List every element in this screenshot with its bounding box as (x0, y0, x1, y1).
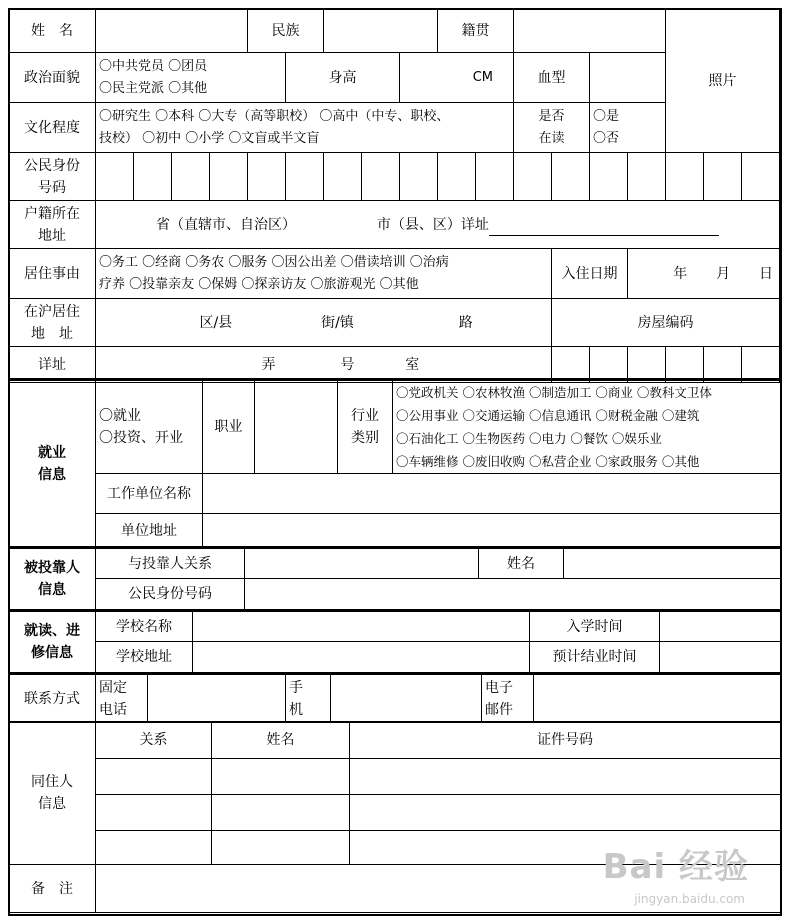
mobile-field[interactable] (331, 674, 482, 723)
street-label: 街/镇 (321, 314, 354, 331)
household-address-field[interactable] (96, 201, 780, 249)
employer-name-label: 工作单位名称 (96, 474, 203, 514)
self-employed-option[interactable]: 〇投资、开业 (99, 430, 183, 446)
remark-label: 备 注 (9, 865, 96, 913)
employment-section-label (9, 380, 96, 548)
watermark-logo: Bai 经验 (602, 847, 749, 887)
native-place-field[interactable] (514, 9, 666, 53)
employer-address-label: 单位地址 (96, 514, 203, 548)
registration-form (8, 8, 780, 914)
dependent-id-label: 公民身份号码 (96, 579, 245, 610)
email-label (482, 674, 534, 723)
study-section-label-line2: 修信息 (31, 645, 73, 661)
education-option-line2[interactable]: 技校） 〇初中 〇小学 〇文盲或半文盲 (99, 130, 320, 146)
industry-label-line2: 类别 (351, 430, 379, 446)
mobile-label (286, 674, 331, 723)
household-label-line1: 户籍所在 (24, 205, 80, 222)
studying-label-line2: 在读 (538, 130, 565, 146)
number-label: 号 (340, 356, 355, 373)
employer-name-field[interactable] (203, 474, 781, 514)
shanghai-address-label-line2: 地 址 (31, 325, 73, 342)
dependent-table (8, 546, 781, 610)
id-digit-box[interactable] (704, 153, 742, 201)
blood-type-field[interactable] (590, 53, 666, 103)
id-digit-box[interactable] (96, 153, 134, 201)
year-label: 年 (673, 265, 688, 282)
detail-address-label: 详址 (9, 347, 96, 383)
employment-section-label-line2: 信息 (38, 467, 66, 483)
residence-reason-options[interactable] (96, 249, 552, 299)
photo-label: 照片 (708, 72, 737, 89)
industry-options[interactable] (393, 380, 781, 474)
graduation-date-field[interactable] (660, 642, 781, 673)
id-digit-box[interactable] (590, 153, 628, 201)
id-digit-box[interactable] (742, 153, 780, 201)
id-number-label-line1: 公民身份 (24, 157, 80, 174)
cohabitant-row (9, 795, 781, 831)
name-field[interactable] (96, 9, 248, 53)
industry-label (338, 380, 393, 474)
industry-option-line[interactable]: 〇车辆维修 〇废旧收购 〇私营企业 〇家政服务 〇其他 (396, 454, 700, 469)
cohabitant-relation-cell[interactable] (96, 795, 212, 831)
education-options[interactable] (96, 103, 514, 153)
id-digit-box[interactable] (248, 153, 286, 201)
email-label-line1: 电子 (485, 679, 513, 696)
id-digit-box[interactable] (438, 153, 476, 201)
shanghai-address-label (9, 299, 96, 347)
photo-area[interactable] (666, 9, 780, 153)
landline-label-line2: 电话 (99, 701, 127, 718)
school-name-field[interactable] (193, 611, 530, 642)
employed-option[interactable]: 〇就业 (99, 408, 141, 424)
id-digit-box[interactable] (666, 153, 704, 201)
household-label (9, 201, 96, 249)
cohabitant-id-cell[interactable] (350, 795, 781, 831)
id-number-label (9, 153, 96, 201)
study-section-label (9, 611, 96, 673)
dependent-name-field[interactable] (564, 548, 781, 579)
employer-address-field[interactable] (203, 514, 781, 548)
landline-label-line1: 固定 (99, 679, 127, 696)
height-unit: CM (400, 53, 514, 103)
occupation-label: 职业 (203, 380, 255, 474)
cohabitant-section-label-line2: 信息 (38, 796, 66, 812)
id-digit-box[interactable] (286, 153, 324, 201)
id-digit-box[interactable] (514, 153, 552, 201)
industry-option-line[interactable]: 〇石油化工 〇生物医药 〇电力 〇餐饮 〇娱乐业 (396, 431, 662, 446)
dependent-section-label-line1: 被投靠人 (24, 560, 80, 576)
dependent-id-field[interactable] (245, 579, 781, 610)
district-label: 区/县 (199, 314, 233, 331)
education-label: 文化程度 (9, 103, 96, 153)
height-label: 身高 (286, 53, 400, 103)
employment-table (8, 378, 781, 548)
col-id-header: 证件号码 (350, 722, 781, 759)
cohabitant-section-label-line1: 同住人 (31, 774, 73, 790)
id-digit-box[interactable] (628, 153, 666, 201)
id-digit-box[interactable] (362, 153, 400, 201)
email-label-line2: 邮件 (485, 701, 513, 718)
household-city-text: 市（县、区）详址 (376, 216, 489, 233)
id-digit-box[interactable] (134, 153, 172, 201)
industry-option-line[interactable]: 〇公用事业 〇交通运输 〇信息通讯 〇财税金融 〇建筑 (396, 408, 700, 423)
graduation-date-label: 预计结业时间 (530, 642, 660, 673)
id-digit-box[interactable] (210, 153, 248, 201)
relation-field[interactable] (245, 548, 479, 579)
mobile-label-line1: 手 (289, 679, 303, 696)
name-label: 姓 名 (9, 9, 96, 53)
id-digit-box[interactable] (552, 153, 590, 201)
cohabitant-name-cell[interactable] (212, 831, 350, 865)
enroll-date-field[interactable] (660, 611, 781, 642)
room-label: 室 (405, 356, 420, 373)
household-province-text: 省（直辖市、自治区） (156, 216, 296, 233)
personal-info-table (8, 8, 780, 383)
school-address-label: 学校地址 (96, 642, 193, 673)
checkin-date-label: 入住日期 (552, 249, 628, 299)
household-detail-line[interactable] (489, 221, 719, 236)
road-label: 路 (458, 314, 473, 331)
school-address-field[interactable] (193, 642, 530, 673)
blood-type-label: 血型 (514, 53, 590, 103)
study-section-label-line1: 就读、进 (24, 623, 80, 639)
cohabitant-relation-cell[interactable] (96, 759, 212, 795)
household-label-line2: 地址 (38, 227, 66, 244)
lane-label: 弄 (261, 356, 276, 373)
occupation-field[interactable] (255, 380, 338, 474)
cohabitant-name-cell[interactable] (212, 795, 350, 831)
id-digit-box[interactable] (400, 153, 438, 201)
studying-label (514, 103, 590, 153)
relation-label: 与投靠人关系 (96, 548, 245, 579)
cohabitant-relation-cell[interactable] (96, 831, 212, 865)
id-digit-box[interactable] (324, 153, 362, 201)
education-option-line1[interactable]: 〇研究生 〇本科 〇大专（高等职校） 〇高中（中专、职校、 (99, 108, 450, 124)
ethnic-field[interactable] (324, 9, 438, 53)
ethnic-label: 民族 (248, 9, 324, 53)
school-name-label: 学校名称 (96, 611, 193, 642)
id-digit-box[interactable] (476, 153, 514, 201)
residence-reason-label: 居住事由 (9, 249, 96, 299)
political-option-line2[interactable]: 〇民主党派 〇其他 (99, 80, 208, 96)
cohabitant-id-cell[interactable] (350, 759, 781, 795)
dependent-name-label: 姓名 (479, 548, 564, 579)
study-table (8, 609, 781, 673)
dependent-section-label-line2: 信息 (38, 582, 66, 598)
checkin-date-field[interactable] (628, 249, 780, 299)
day-label: 日 (759, 265, 774, 282)
political-label: 政治面貌 (9, 53, 96, 103)
shanghai-address-field[interactable] (96, 299, 552, 347)
studying-yes-option[interactable]: 〇是 (593, 108, 620, 124)
cohabitant-name-cell[interactable] (212, 759, 350, 795)
watermark-url: jingyan.baidu.com (634, 892, 745, 906)
employment-status-options[interactable] (96, 380, 203, 474)
col-name-header: 姓名 (212, 722, 350, 759)
studying-label-line1: 是否 (538, 108, 565, 124)
studying-no-option[interactable]: 〇否 (593, 130, 620, 146)
political-options[interactable] (96, 53, 286, 103)
col-relation-header: 关系 (96, 722, 212, 759)
email-field[interactable] (534, 674, 781, 723)
month-label: 月 (716, 265, 731, 282)
political-option-line1[interactable]: 〇中共党员 〇团员 (99, 58, 208, 74)
shanghai-address-label-line1: 在沪居住 (24, 303, 80, 320)
dependent-section-label (9, 548, 96, 610)
landline-label (96, 674, 148, 723)
house-code-label: 房屋编码 (552, 299, 780, 347)
contact-table (8, 672, 781, 723)
contact-label: 联系方式 (9, 674, 96, 723)
employment-section-label-line1: 就业 (38, 445, 66, 461)
id-digit-box[interactable] (172, 153, 210, 201)
reason-option-line1[interactable]: 〇务工 〇经商 〇务农 〇服务 〇因公出差 〇借读培训 〇治病 (99, 254, 449, 270)
industry-label-line1: 行业 (351, 408, 379, 424)
mobile-label-line2: 机 (289, 701, 303, 718)
enroll-date-label: 入学时间 (530, 611, 660, 642)
industry-option-line[interactable]: 〇党政机关 〇农林牧渔 〇制造加工 〇商业 〇教科文卫体 (396, 385, 712, 400)
landline-field[interactable] (148, 674, 286, 723)
studying-options[interactable] (590, 103, 666, 153)
cohabitant-row (9, 759, 781, 795)
id-number-label-line2: 号码 (38, 179, 66, 196)
native-place-label: 籍贯 (438, 9, 514, 53)
reason-option-line2[interactable]: 疗养 〇投靠亲友 〇保姆 〇探亲访友 〇旅游观光 〇其他 (99, 276, 419, 292)
cohabitant-section-label (9, 722, 96, 865)
